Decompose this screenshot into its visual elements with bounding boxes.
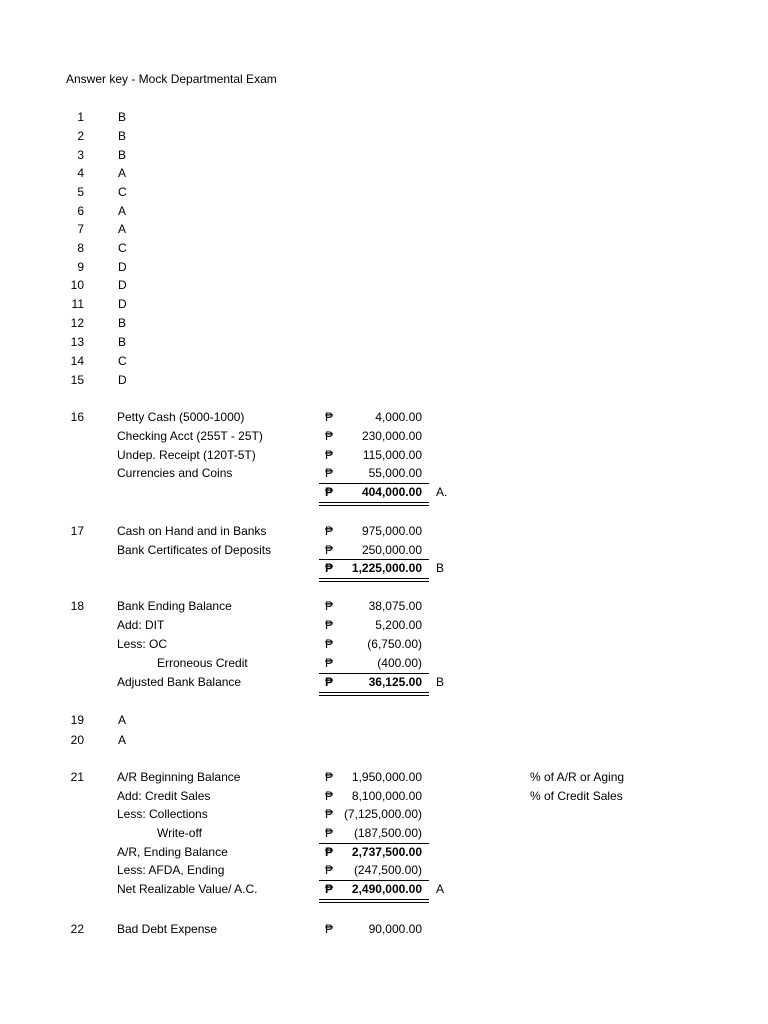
answer-letter: C (118, 354, 127, 368)
peso-sign: ₱ (325, 410, 334, 424)
peso-sign: ₱ (325, 466, 334, 480)
peso-sign: ₱ (325, 807, 334, 821)
double-rule (319, 578, 429, 579)
question-number: 18 (70, 599, 84, 613)
answer-letter: A (436, 882, 445, 896)
peso-sign: ₱ (325, 637, 334, 651)
peso-sign: ₱ (325, 429, 334, 443)
question-number: 14 (70, 354, 84, 368)
double-rule (319, 695, 429, 696)
double-rule (319, 692, 429, 693)
line-label: Currencies and Coins (117, 466, 233, 480)
peso-sign: ₱ (325, 675, 334, 689)
line-label: Bank Ending Balance (117, 599, 232, 613)
answer-letter: B (118, 148, 127, 162)
line-amount: (187,500.00) (353, 826, 422, 840)
question-number: 21 (70, 770, 84, 784)
answer-letter: B (436, 561, 445, 575)
question-number: 8 (77, 241, 84, 255)
question-number: 1 (77, 110, 84, 124)
answer-letter: A (118, 166, 127, 180)
subtotal-amount: 2,737,500.00 (351, 845, 422, 859)
answer-letter: D (118, 373, 127, 387)
answer-letter: B (436, 675, 445, 689)
subtotal-rule (319, 559, 429, 560)
double-rule (319, 502, 429, 503)
peso-sign: ₱ (325, 863, 334, 877)
answer-letter: B (118, 316, 127, 330)
answer-letter: A (118, 713, 127, 727)
peso-sign: ₱ (325, 448, 334, 462)
answer-letter: B (118, 335, 127, 349)
peso-sign: ₱ (325, 543, 334, 557)
question-number: 19 (70, 713, 84, 727)
line-label: Write-off (157, 826, 202, 840)
line-amount: 115,000.00 (362, 448, 422, 462)
question-number: 11 (71, 297, 84, 311)
line-label: Less: AFDA, Ending (117, 863, 225, 877)
line-amount: 90,000.00 (368, 922, 422, 936)
line-label: A/R, Ending Balance (117, 845, 228, 859)
line-label: Add: Credit Sales (117, 789, 211, 803)
answer-letter: D (118, 278, 127, 292)
question-number: 7 (77, 222, 84, 236)
page-title: Answer key - Mock Departmental Exam (66, 72, 277, 86)
line-label: Undep. Receipt (120T-5T) (117, 448, 256, 462)
peso-sign: ₱ (325, 789, 334, 803)
answer-letter: A (118, 733, 127, 747)
subtotal-rule (319, 843, 429, 844)
line-label: Checking Acct (255T - 25T) (117, 429, 263, 443)
line-label: A/R Beginning Balance (117, 770, 241, 784)
total-amount: 404,000.00 (361, 485, 422, 499)
line-amount: (400.00) (377, 656, 422, 670)
question-number: 3 (77, 148, 84, 162)
line-label: Cash on Hand and in Banks (117, 524, 267, 538)
peso-sign: ₱ (325, 599, 334, 613)
double-rule (319, 899, 429, 900)
line-amount: 230,000.00 (361, 429, 422, 443)
line-label: Less: OC (117, 637, 168, 651)
question-number: 6 (77, 204, 84, 218)
line-label: Bank Certificates of Deposits (117, 543, 272, 557)
line-amount: 4,000.00 (375, 410, 422, 424)
side-note: % of A/R or Aging (530, 770, 625, 784)
total-amount: 36,125.00 (368, 675, 422, 689)
peso-sign: ₱ (325, 882, 334, 896)
peso-sign: ₱ (325, 561, 334, 575)
peso-sign: ₱ (325, 826, 334, 840)
question-number: 9 (77, 260, 84, 274)
subtotal-rule (319, 483, 429, 484)
line-amount: 55,000.00 (368, 466, 422, 480)
peso-sign: ₱ (325, 922, 334, 936)
answer-letter: B (118, 129, 127, 143)
total-amount: 1,225,000.00 (351, 561, 422, 575)
question-number: 22 (70, 922, 84, 936)
question-number: 10 (70, 278, 84, 292)
line-label: Add: DIT (117, 618, 165, 632)
line-label: Erroneous Credit (157, 656, 248, 670)
line-label: Less: Collections (117, 807, 208, 821)
double-rule (319, 505, 429, 506)
side-note: % of Credit Sales (530, 789, 623, 803)
line-amount: (247,500.00) (353, 863, 422, 877)
peso-sign: ₱ (325, 656, 334, 670)
answer-letter: D (118, 297, 127, 311)
double-rule (319, 581, 429, 582)
peso-sign: ₱ (325, 770, 334, 784)
peso-sign: ₱ (325, 485, 334, 499)
answer-letter: C (118, 185, 127, 199)
line-amount: 8,100,000.00 (351, 789, 422, 803)
question-number: 17 (70, 524, 84, 538)
answer-letter: B (118, 110, 127, 124)
line-amount: 38,075.00 (368, 599, 422, 613)
peso-sign: ₱ (325, 845, 334, 859)
subtotal-rule (319, 673, 429, 674)
line-label: Net Realizable Value/ A.C. (117, 882, 258, 896)
question-number: 5 (77, 185, 84, 199)
line-amount: 1,950,000.00 (351, 770, 422, 784)
answer-letter: A (118, 222, 127, 236)
double-rule (319, 902, 429, 903)
answer-letter: C (118, 241, 127, 255)
question-number: 15 (70, 373, 84, 387)
answer-letter: D (118, 260, 127, 274)
question-number: 2 (77, 129, 84, 143)
line-amount: (7,125,000.00) (343, 807, 422, 821)
line-amount: (6,750.00) (367, 637, 422, 651)
peso-sign: ₱ (325, 618, 334, 632)
line-label: Petty Cash (5000-1000) (117, 410, 245, 424)
line-label: Bad Debt Expense (117, 922, 218, 936)
line-amount: 5,200.00 (375, 618, 422, 632)
line-amount: 975,000.00 (361, 524, 422, 538)
total-amount: 2,490,000.00 (351, 882, 422, 896)
question-number: 13 (70, 335, 84, 349)
question-number: 12 (70, 316, 84, 330)
answer-letter: A. (436, 485, 448, 499)
line-amount: 250,000.00 (361, 543, 422, 557)
question-number: 16 (70, 410, 84, 424)
line-label: Adjusted Bank Balance (117, 675, 242, 689)
question-number: 4 (77, 166, 84, 180)
answer-letter: A (118, 204, 127, 218)
peso-sign: ₱ (325, 524, 334, 538)
subtotal-rule (319, 880, 429, 881)
question-number: 20 (70, 733, 84, 747)
